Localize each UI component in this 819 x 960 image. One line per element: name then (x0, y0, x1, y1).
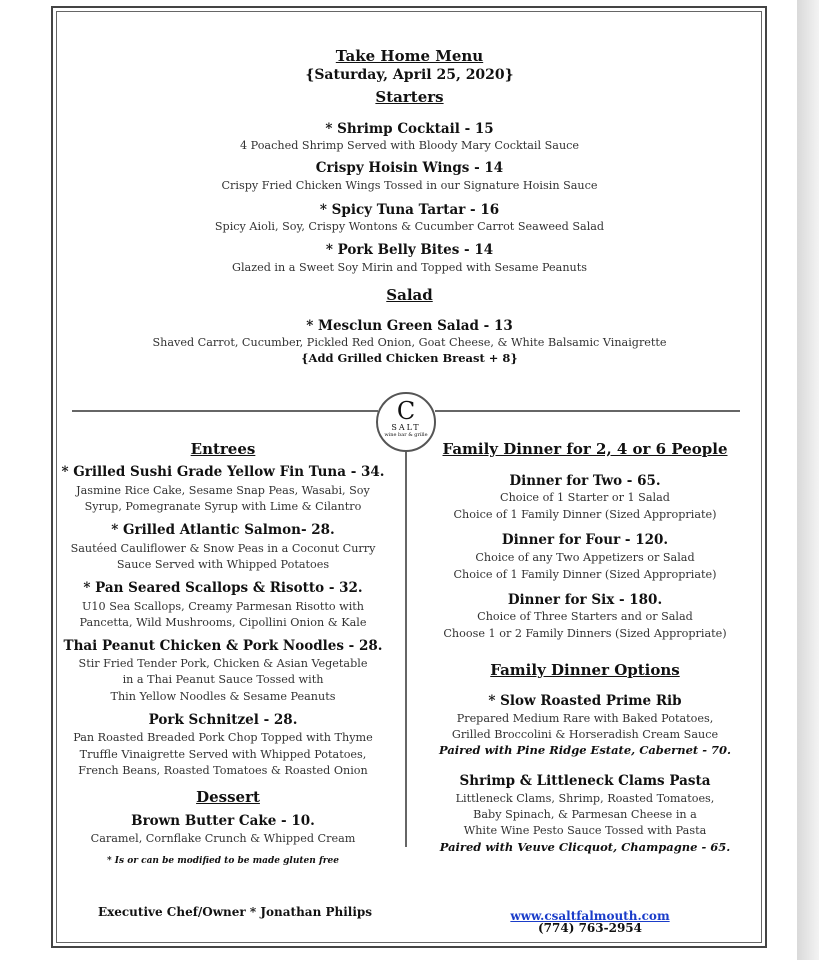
starters-heading: Starters (375, 88, 444, 106)
gluten-free-note: * Is or can be modified to be made gluten free (106, 856, 340, 866)
option-item-desc: Baby Spinach, & Parmesan Cheese in a (473, 808, 697, 821)
starter-item-name: Crispy Hoisin Wings - 14 (315, 160, 504, 176)
salad-item-name: * Mesclun Green Salad - 13 (306, 318, 513, 334)
family-item-desc: Choice of 1 Family Dinner (Sized Appropriate) (453, 568, 717, 581)
entree-item-name: * Pan Seared Scallops & Risotto - 32. (83, 580, 363, 596)
option-item-desc: Littleneck Clams, Shrimp, Roasted Tomatoes, (455, 792, 715, 805)
family-item-desc: Choice of 1 Family Dinner (Sized Appropriate) (453, 508, 717, 521)
family-item-name: Dinner for Two - 65. (509, 473, 661, 489)
dessert-item-desc: Caramel, Cornflake Crunch & Whipped Cream (90, 832, 356, 845)
menu-title: Take Home Menu (335, 47, 484, 65)
entree-item-desc: Stir Fried Tender Pork, Chicken & Asian Vegetable (78, 657, 368, 670)
starter-item-desc: 4 Poached Shrimp Served with Bloody Mary Cocktail Sauce (239, 139, 580, 152)
divider-right (435, 410, 740, 412)
family-dinner-heading: Family Dinner for 2, 4 or 6 People (442, 440, 728, 458)
entree-item-name: * Grilled Atlantic Salmon- 28. (111, 522, 335, 538)
website-link[interactable]: www.csaltfalmouth.com (510, 909, 670, 923)
menu-date: {Saturday, April 25, 2020} (305, 67, 514, 83)
entree-item-desc: U10 Sea Scallops, Creamy Parmesan Risotto with (82, 600, 364, 613)
starter-item-name: * Shrimp Cocktail - 15 (325, 121, 494, 137)
starter-item-name: * Pork Belly Bites - 14 (325, 242, 494, 258)
dessert-item-name: Brown Butter Cake - 10. (131, 813, 315, 829)
entree-item-desc: Truffle Vinaigrette Served with Whipped Potatoes, (79, 748, 367, 761)
entree-item-desc: Syrup, Pomegranate Syrup with Lime & Cilantro (84, 500, 362, 513)
option-item-desc: Prepared Medium Rare with Baked Potatoes, (456, 712, 714, 725)
salad-item-desc: Shaved Carrot, Cucumber, Pickled Red Onion, Goat Cheese, & White Balsamic Vinaigrette (152, 336, 667, 349)
entrees-heading: Entrees (190, 440, 256, 458)
family-item-desc: Choose 1 or 2 Family Dinners (Sized Appropriate) (443, 627, 727, 640)
entree-item-desc: Sautéed Cauliflower & Snow Peas in a Coconut Curry (70, 542, 376, 555)
option-item-name: Shrimp & Littleneck Clams Pasta (459, 773, 711, 789)
phone-number: (774) 763-2954 (537, 921, 642, 935)
entree-item-desc: French Beans, Roasted Tomatoes & Roasted Onion (78, 764, 368, 777)
entree-item-name: * Grilled Sushi Grade Yellow Fin Tuna - 34. (61, 464, 385, 480)
entree-item-desc: Pancetta, Wild Mushrooms, Cipollini Onion & Kale (79, 616, 367, 629)
dessert-heading: Dessert (196, 788, 260, 806)
salad-heading: Salad (386, 286, 433, 304)
entree-item-desc: Pan Roasted Breaded Pork Chop Topped with Thyme (73, 731, 373, 744)
option-wine-pairing: Paired with Pine Ridge Estate, Cabernet - 70. (439, 743, 731, 757)
family-item-name: Dinner for Four - 120. (501, 532, 669, 548)
entree-item-desc: in a Thai Peanut Sauce Tossed with (122, 673, 324, 686)
family-item-desc: Choice of Three Starters and or Salad (477, 610, 693, 623)
divider-vertical (405, 452, 407, 847)
option-item-desc: Grilled Broccolini & Horseradish Cream Sauce (451, 728, 719, 741)
family-item-desc: Choice of any Two Appetizers or Salad (475, 551, 695, 564)
family-options-heading: Family Dinner Options (490, 661, 680, 679)
entree-item-name: Thai Peanut Chicken & Pork Noodles - 28. (63, 638, 383, 654)
starter-item-desc: Crispy Fried Chicken Wings Tossed in our Signature Hoisin Sauce (221, 179, 598, 192)
starter-item-desc: Spicy Aioli, Soy, Crispy Wontons & Cucumber Carrot Seaweed Salad (214, 220, 605, 233)
option-wine-pairing: Paired with Veuve Clicquot, Champagne - 65. (439, 840, 731, 854)
salt-logo: C SALT wine bar & grille (376, 392, 436, 452)
starter-item-desc: Glazed in a Sweet Soy Mirin and Topped with Sesame Peanuts (232, 261, 587, 274)
entree-item-desc: Jasmine Rice Cake, Sesame Snap Peas, Wasabi, Soy (76, 484, 370, 497)
family-item-desc: Choice of 1 Starter or 1 Salad (500, 491, 670, 504)
starter-item-name: * Spicy Tuna Tartar - 16 (319, 202, 500, 218)
entree-item-desc: Sauce Served with Whipped Potatoes (116, 558, 330, 571)
salad-addon: {Add Grilled Chicken Breast + 8} (301, 351, 518, 365)
option-item-desc: White Wine Pesto Sauce Tossed with Pasta (463, 824, 707, 837)
divider-left (72, 410, 378, 412)
entree-item-desc: Thin Yellow Noodles & Sesame Peanuts (110, 690, 336, 703)
entree-item-name: Pork Schnitzel - 28. (148, 712, 298, 728)
chef-credit: Executive Chef/Owner * Jonathan Philips (97, 905, 373, 919)
family-item-name: Dinner for Six - 180. (507, 592, 663, 608)
option-item-name: * Slow Roasted Prime Rib (488, 693, 682, 709)
